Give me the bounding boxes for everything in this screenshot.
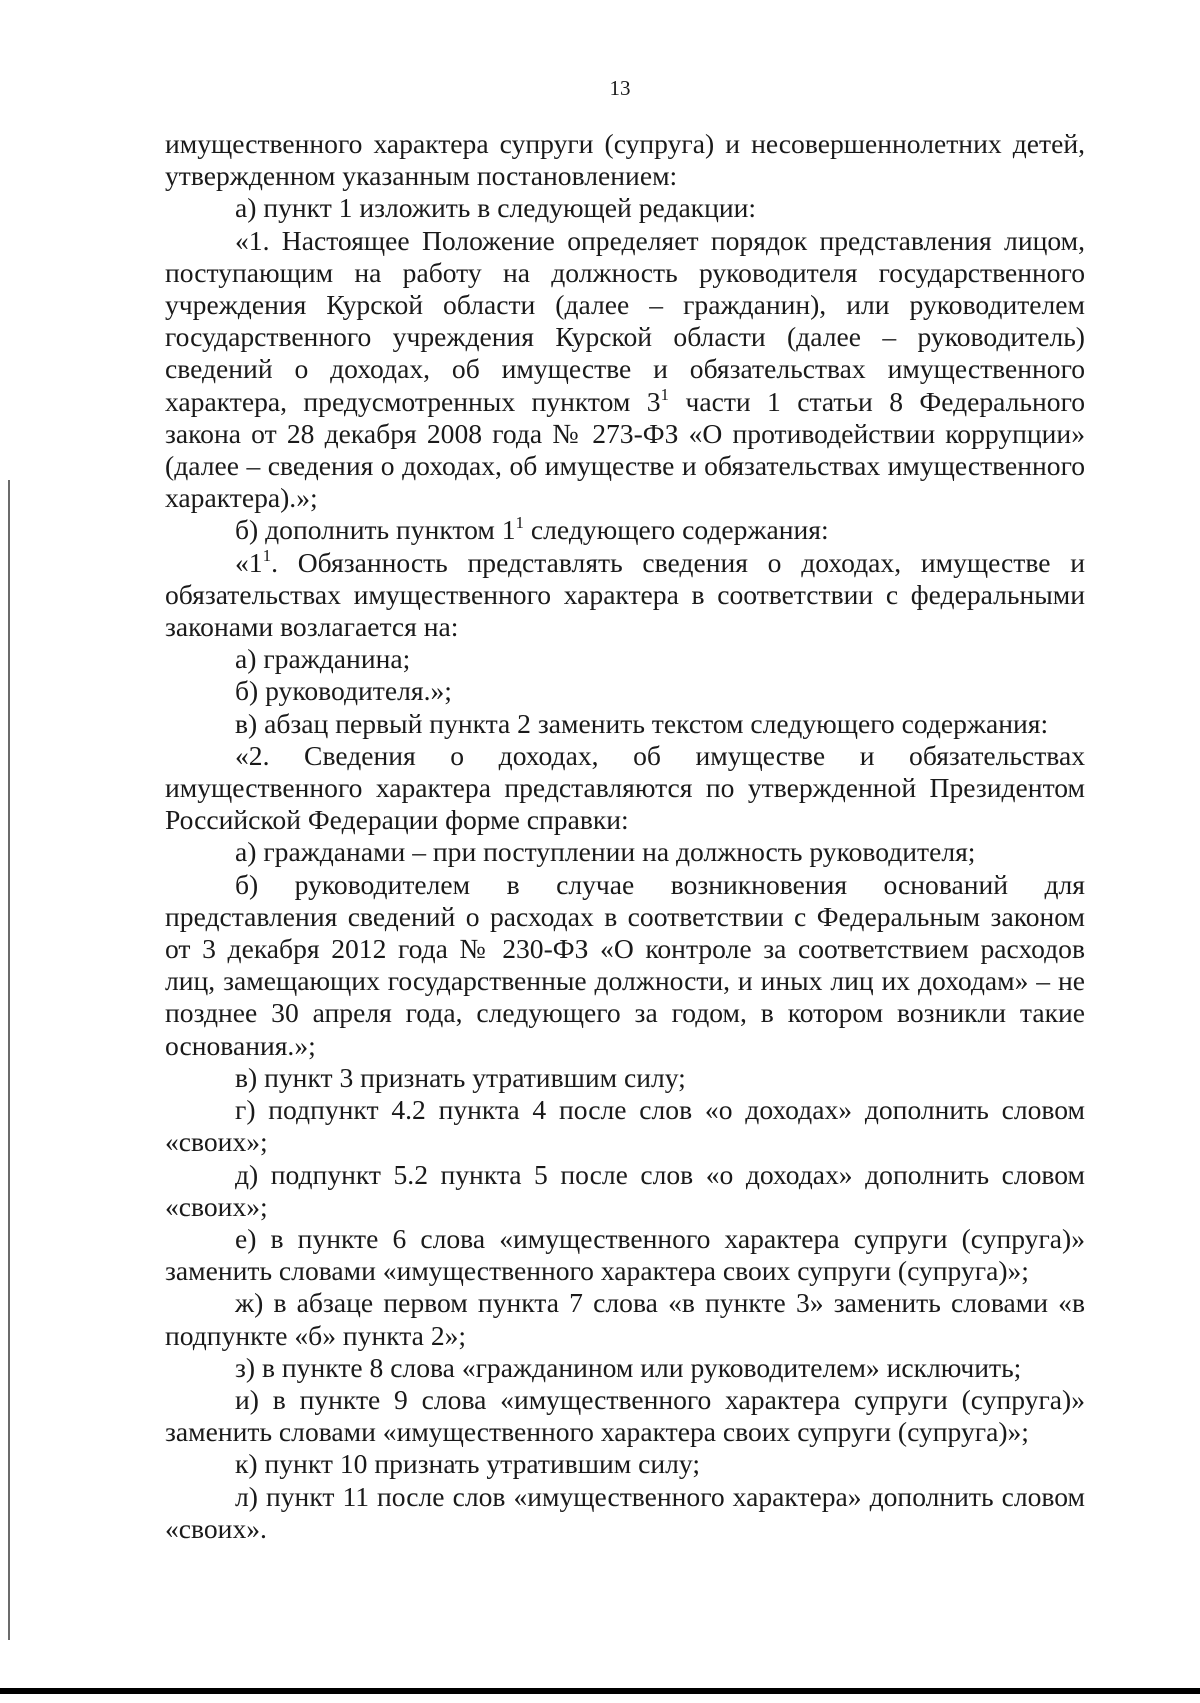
paragraph-e: е) в пункте 6 слова «имущественного характера супруги (супруга)» заменить словами «имущественного характера своих супруги (супруга)»; [165,1222,1085,1287]
paragraph-quote-2-a: а) гражданами – при поступлении на должность руководителя; [235,836,976,868]
b1-text: б) дополнить пунктом 1 [235,514,516,546]
paragraph-quote-1-1-a: а) гражданина; [235,643,411,675]
paragraph-a1: а) пункт 1 изложить в следующей редакции: [235,192,757,224]
paragraph-v2: в) пункт 3 признать утратившим силу; [235,1061,686,1093]
paragraph-i: и) в пункте 9 слова «имущественного характера супруги (супруга)» заменить словами «имущественного характера своих супруги (супруга)»; [165,1383,1085,1448]
quote-1-1-text: «1 [235,546,263,578]
quote-1-superscript: 1 [660,384,670,404]
quote-1-1-superscript: 1 [262,545,272,565]
paragraph-g: г) подпункт 4.2 пункта 4 после слов «о доходах» дополнить словом «своих»; [165,1094,1085,1158]
paragraph-v1: в) абзац первый пункта 2 заменить текстом следующего содержания: [235,707,1049,739]
paragraph-k: к) пункт 10 признать утратившим силу; [235,1448,701,1480]
document-body [165,128,1085,1545]
page-number: 13 [609,76,631,100]
scan-edge-bottom [0,1688,1200,1694]
paragraph-b1 [165,514,1085,546]
paragraph-z: з) в пункте 8 слова «гражданином или руководителем» исключить; [235,1351,1022,1383]
paragraph-zh: ж) в абзаце первом пункта 7 слова «в пункте 3» заменить словами «в подпункте «б» пункта 2»; [165,1287,1085,1351]
quote-1-text-cont: части 1 статьи 8 Федерального закона от 28 декабря 2008 года № 273-ФЗ «О противодействии коррупции» (далее – сведения о доходах, об имуществе и обязательствах имущественного характера).»; [165,385,1086,514]
quote-1-1-text-cont: . Обязанность представлять сведения о доходах, имуществе и обязательствах имущественного характера в соответствии с федеральными законами возлагается на: [165,546,1085,643]
paragraph-quote-1-1 [165,547,1085,644]
paragraph-quote-2: «2. Сведения о доходах, об имуществе и обязательствах имущественного характера представляются по утвержденной Президентом Российской Федерации форме справки: [165,739,1085,836]
paragraph-intro: имущественного характера супруги (супруга) и несовершеннолетних детей, утвержденном указанным постановлением: [165,128,1085,192]
scan-edge-left [8,480,10,1640]
paragraph-quote-1-1-b: б) руководителя.»; [235,675,452,707]
paragraph-quote-1 [165,225,1085,515]
paragraph-d: д) подпункт 5.2 пункта 5 после слов «о доходах» дополнить словом «своих»; [165,1158,1085,1222]
quote-1-text: «1. Настоящее Положение определяет порядок представления лицом, поступающим на работу на должность руководителя государственного учреждения Курской области (далее – гражданин), или руководителем государственного учреждения Курской области (далее – руководитель) сведений о доходах, об имуществе и обязательствах имущественного характера, предусмотренных пунктом 3 [165,224,1085,417]
b1-text-cont: следующего содержания: [524,514,829,546]
paragraph-quote-2-b: б) руководителем в случае возникновения оснований для представления сведений о расходах в соответствии с Федеральным законом от 3 декабря 2012 года № 230-ФЗ «О контроле за соответствием расходов лиц, замещающих государственные должности, и иных лиц их доходам» – не позднее 30 апреля года, следующего за годом, в котором возникли такие основания.»; [165,868,1085,1061]
b1-superscript: 1 [515,513,525,533]
paragraph-l: л) пункт 11 после слов «имущественного характера» дополнить словом «своих». [165,1480,1085,1544]
